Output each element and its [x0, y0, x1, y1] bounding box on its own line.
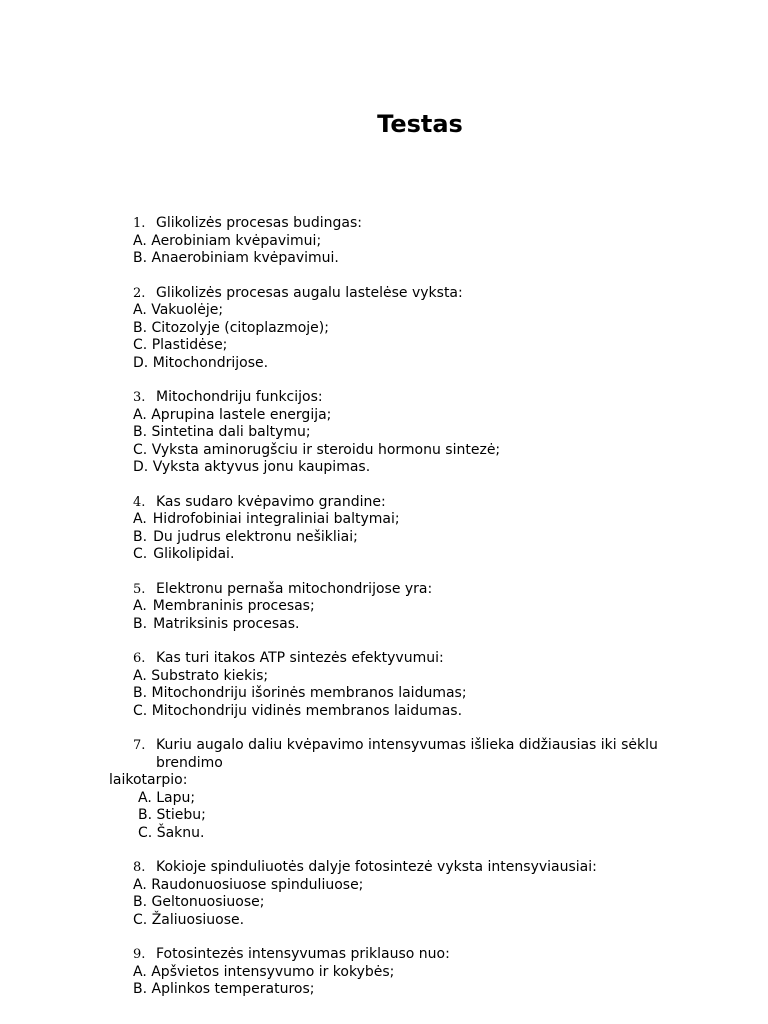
- question-line: [0, 946, 768, 964]
- option-letter: A.: [133, 406, 147, 423]
- option-letter: D.: [133, 354, 149, 371]
- option-text: Aprupina lastele energija;: [151, 406, 332, 423]
- answer-option: [0, 320, 768, 338]
- question-list: [0, 215, 768, 1016]
- answer-option: [0, 894, 768, 912]
- question-line: [0, 859, 768, 877]
- option-letter: B.: [133, 424, 148, 440]
- option-text: Sintetina dali baltymu;: [151, 424, 311, 440]
- question-text: Glikolizės procesas augalu lastelėse vyksta:: [156, 284, 463, 301]
- option-letter: A.: [133, 302, 147, 318]
- option-text: Membraninis procesas;: [152, 598, 315, 614]
- question-3: [0, 389, 768, 477]
- option-letter: A.: [133, 511, 147, 527]
- option-text: Matriksinis procesas.: [153, 615, 300, 632]
- option-text: Vyksta aminorugšciu ir steroidu hormonu sintezė;: [151, 441, 501, 458]
- question-text: Glikolizės procesas budingas:: [156, 215, 363, 231]
- question-text: Kokioje spinduliuotės dalyje fotosintezė vyksta intensyviausiai:: [156, 859, 597, 875]
- question-line: [0, 285, 768, 303]
- answer-option: [0, 407, 768, 425]
- question-text: Elektronu pernaša mitochondrijose yra:: [156, 580, 433, 597]
- option-text: Anaerobiniam kvėpavimui.: [151, 250, 339, 266]
- question-number: 4.: [133, 494, 146, 510]
- question-number: 3.: [133, 390, 146, 405]
- answer-option: [0, 424, 768, 442]
- option-text: Raudonuosiuose spinduliuose;: [151, 876, 364, 893]
- question-text-continuation: brendimo: [156, 754, 223, 771]
- option-text: Hidrofobiniai integraliniai baltymai;: [152, 511, 400, 527]
- option-text: Du judrus elektronu nešikliai;: [153, 528, 358, 545]
- question-text-wrap: laikotarpio:: [109, 772, 188, 788]
- answer-option: [0, 685, 768, 703]
- option-text: Vakuolėje;: [151, 302, 224, 318]
- option-letter: A.: [133, 598, 147, 614]
- answer-option: [0, 912, 768, 930]
- option-letter: C.: [133, 337, 148, 353]
- question-number: 2.: [133, 285, 146, 301]
- question-7: [0, 737, 768, 842]
- question-number: 9.: [133, 947, 146, 962]
- question-line: [0, 581, 768, 599]
- option-letter: A.: [133, 876, 147, 893]
- option-letter: C.: [133, 546, 148, 562]
- answer-option: [0, 616, 768, 634]
- option-letter: C.: [133, 702, 148, 719]
- option-text: Aerobiniam kvėpavimui;: [151, 232, 322, 249]
- option-letter: B.: [133, 981, 148, 997]
- answer-option: [0, 703, 768, 721]
- question-4: [0, 494, 768, 564]
- option-letter: B.: [133, 894, 148, 910]
- page-title: Testas: [377, 110, 463, 138]
- question-line: [0, 389, 768, 407]
- option-text: Žaliuosiuose.: [151, 911, 245, 928]
- option-letter: A.: [138, 789, 152, 806]
- answer-option: [0, 302, 768, 320]
- answer-option: [0, 598, 768, 616]
- option-text: Aplinkos temperaturos;: [151, 981, 315, 997]
- option-text: Glikolipidai.: [153, 546, 235, 562]
- answer-option: [0, 511, 768, 529]
- question-number: 8.: [133, 860, 146, 875]
- question-text: Kas sudaro kvėpavimo grandine:: [156, 493, 386, 510]
- answer-option: [0, 981, 768, 999]
- question-text: Fotosintezės intensyvumas priklauso nuo:: [156, 946, 450, 962]
- question-8: [0, 859, 768, 929]
- option-text: Šaknu.: [156, 824, 205, 841]
- option-letter: B.: [133, 319, 148, 336]
- option-text: Geltonuosiuose;: [151, 894, 265, 910]
- question-5: [0, 581, 768, 634]
- question-line: [0, 650, 768, 668]
- option-text: Stiebu;: [156, 807, 206, 823]
- question-text: Kuriu augalo daliu kvėpavimo intensyvumas išlieka didžiausias iki sėklu: [156, 737, 658, 753]
- question-number: 6.: [133, 651, 146, 666]
- option-text: Mitochondriju vidinės membranos laidumas.: [151, 702, 463, 719]
- answer-option: [0, 459, 768, 477]
- option-letter: C.: [133, 441, 148, 458]
- answer-option: [0, 964, 768, 982]
- option-letter: C.: [133, 911, 148, 928]
- question-2: [0, 285, 768, 373]
- option-text: Mitochondriju išorinės membranos laidumas;: [151, 685, 467, 701]
- answer-option: [0, 355, 768, 373]
- question-text: Mitochondriju funkcijos:: [156, 389, 323, 405]
- question-text: Kas turi itakos ATP sintezės efektyvumui:: [156, 650, 444, 666]
- answer-option: [0, 442, 768, 460]
- answer-option: [0, 807, 768, 825]
- option-letter: B.: [133, 685, 148, 701]
- option-letter: D.: [133, 459, 149, 475]
- option-letter: A.: [133, 232, 147, 249]
- option-text: Mitochondrijose.: [152, 354, 269, 371]
- answer-option: [0, 337, 768, 355]
- option-letter: B.: [133, 250, 148, 266]
- question-6: [0, 650, 768, 720]
- answer-option: [0, 233, 768, 251]
- answer-option: [0, 546, 768, 564]
- question-number: 5.: [133, 581, 146, 597]
- answer-option: [0, 668, 768, 686]
- option-text: Substrato kiekis;: [151, 667, 269, 684]
- option-letter: C.: [138, 824, 153, 841]
- option-letter: B.: [133, 615, 148, 632]
- answer-option: [0, 877, 768, 895]
- answer-option: [0, 790, 768, 808]
- question-line: [0, 215, 768, 233]
- question-line: [0, 494, 768, 512]
- answer-option: [0, 250, 768, 268]
- option-text: Vyksta aktyvus jonu kaupimas.: [152, 459, 371, 475]
- option-letter: B.: [138, 807, 153, 823]
- option-letter: A.: [133, 667, 147, 684]
- question-line: [0, 737, 768, 755]
- question-1: [0, 215, 768, 268]
- answer-option: [0, 825, 768, 843]
- question-number: 1.: [133, 216, 146, 231]
- option-letter: A.: [133, 963, 147, 980]
- question-number: 7.: [133, 738, 146, 753]
- question-9: [0, 946, 768, 999]
- option-text: Plastidėse;: [151, 337, 228, 353]
- option-text: Lapu;: [156, 789, 196, 806]
- answer-option: [0, 529, 768, 547]
- option-text: Citozolyje (citoplazmoje);: [151, 319, 329, 336]
- option-letter: B.: [133, 528, 148, 545]
- option-text: Apšvietos intensyvumo ir kokybės;: [151, 963, 395, 980]
